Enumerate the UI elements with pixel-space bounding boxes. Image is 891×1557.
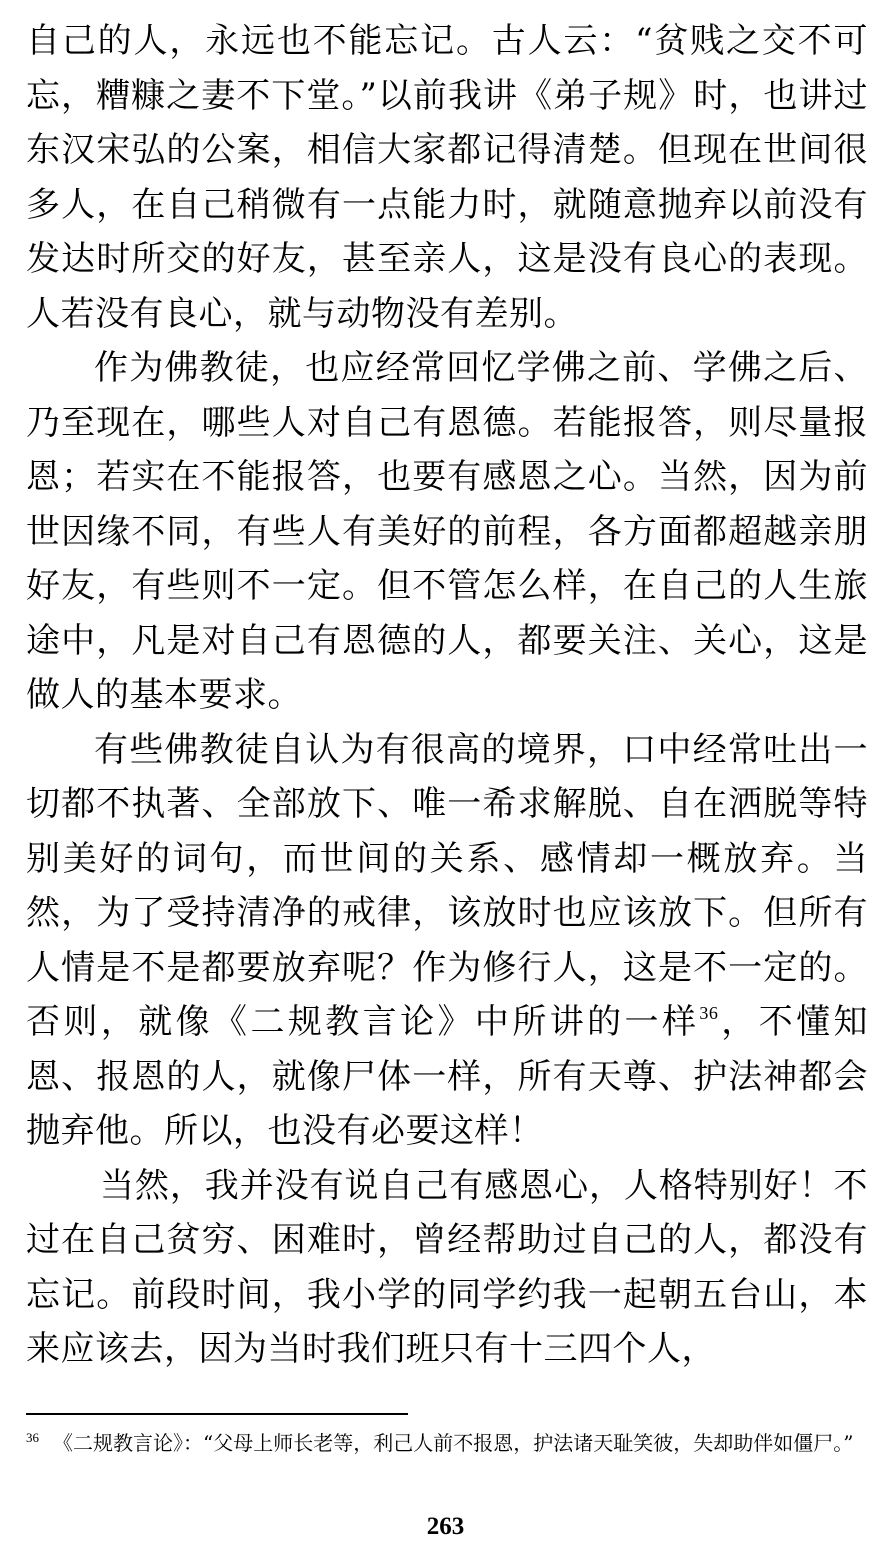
paragraph-3 <box>26 723 868 1159</box>
paragraph-2: 作为佛教徒，也应经常回忆学佛之前、学佛之后、乃至现在，哪些人对自己有恩德。若能报答，则尽量报恩；若实在不能报答，也要有感恩之心。当然，因为前世因缘不同，有些人有美好的前程，各方面都超越亲朋好友，有些则不一定。但不管怎么样，在自己的人生旅途中，凡是对自己有恩德的人，都要关注、关心，这是做人的基本要求。 <box>26 348 868 715</box>
paragraph-4: 当然，我并没有说自己有感恩心，人格特别好！不过在自己贫穷、困难时，曾经帮助过自己的人，都没有忘记。前段时间，我小学的同学约我一起朝五台山，本来应该去，因为当时我们班只有十三四个人， <box>26 1165 868 1369</box>
footnote <box>26 1428 868 1459</box>
footnote-number: 36 <box>26 1430 39 1445</box>
footnote-reference[interactable]: 36 <box>699 1003 719 1023</box>
main-text <box>26 14 868 1377</box>
paragraph-1: 自己的人，永远也不能忘记。古人云：“贫贱之交不可忘，糟糠之妻不下堂。”以前我讲《弟子规》时，也讲过东汉宋弘的公案，相信大家都记得清楚。但现在世间很多人，在自己稍微有一点能力时，就随意抛弃以前没有发达时所交的好友，甚至亲人，这是没有良心的表现。人若没有良心，就与动物没有差别。 <box>26 21 868 334</box>
paragraph-3-text-end: ，不懂知恩、报恩的人，就像尸体一样，所有天尊、护法神都会抛弃他。所以，也没有必要这样！ <box>26 1002 869 1151</box>
footnote-divider <box>26 1413 408 1415</box>
paragraph-3-text-start: 有些佛教徒自认为有很高的境界，口中经常吐出一切都不执著、全部放下、唯一希求解脱、自在洒脱等特别美好的词句，而世间的关系、感情却一概放弃。当然，为了受持清净的戒律，该放时也应该放下。但所有人情是不是都要放弃呢？作为修行人，这是不一定的。否则，就像《二规教言论》中所讲的一样 <box>26 729 868 1042</box>
page-number: 263 <box>426 1513 465 1540</box>
footnote-text: 《二规教言论》：“父母上师长老等，利己人前不报恩，护法诸天耻笑彼，失却助伴如僵尸。” <box>53 1431 854 1455</box>
